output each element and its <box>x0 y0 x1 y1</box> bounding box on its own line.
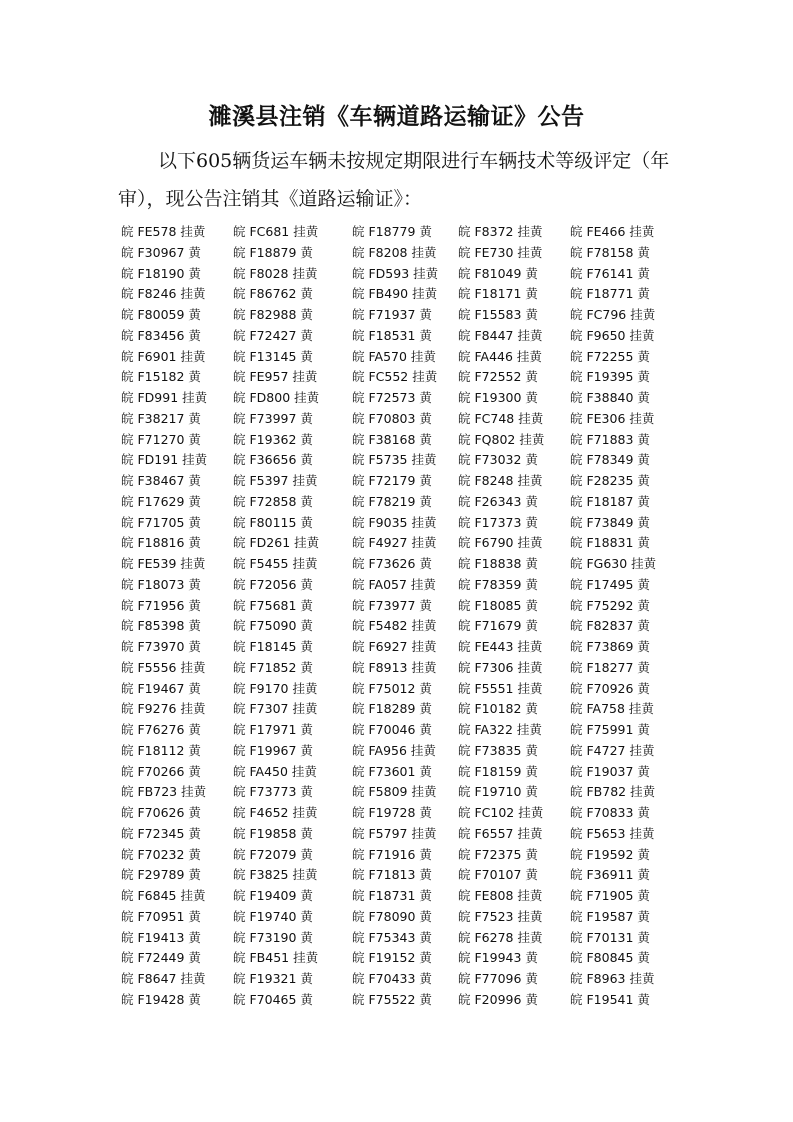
plate-entry: 皖 F19710 黄 <box>458 784 538 800</box>
plate-entry: 皖 F72427 黄 <box>233 327 313 343</box>
plate-entry: 皖 F18187 黄 <box>570 493 650 509</box>
plate-entry: 皖 F6845 挂黄 <box>121 888 206 903</box>
plate-entry: 皖 F73835 黄 <box>458 742 538 758</box>
plate-entry: 皖 F8372 挂黄 <box>458 224 543 239</box>
plate-entry: 皖 F5653 挂黄 <box>570 825 655 841</box>
plate-entry: 皖 F72255 黄 <box>570 348 650 364</box>
plate-entry: 皖 F18159 黄 <box>458 763 538 779</box>
plate-entry: 皖 FE306 挂黄 <box>570 410 655 426</box>
plate-entry: 皖 F17629 黄 <box>121 493 201 509</box>
plate-entry: 皖 F71905 黄 <box>570 888 650 903</box>
plate-entry: 皖 F72375 黄 <box>458 846 538 862</box>
plate-entry: 皖 F38840 黄 <box>570 390 650 405</box>
plate-entry: 皖 F19858 黄 <box>233 825 313 841</box>
plate-entry: 皖 F70232 黄 <box>121 846 201 862</box>
plate-entry: 皖 FD991 挂黄 <box>121 390 208 405</box>
plate-entry: 皖 F78158 黄 <box>570 244 650 260</box>
plate-entry: 皖 F85398 黄 <box>121 618 201 634</box>
plate-entry: 皖 F17495 黄 <box>570 576 650 592</box>
plate-entry: 皖 F70433 黄 <box>352 971 432 986</box>
plate-entry: 皖 F5455 挂黄 <box>233 556 318 571</box>
plate-entry: 皖 F70951 黄 <box>121 908 201 924</box>
plate-entry: 皖 F7307 挂黄 <box>233 701 318 717</box>
plate-entry: 皖 F73626 黄 <box>352 556 432 571</box>
plate-entry: 皖 F75292 黄 <box>570 597 650 613</box>
plate-entry: 皖 F18073 黄 <box>121 576 201 592</box>
plate-entry: 皖 FA956 挂黄 <box>352 742 436 758</box>
plate-entry: 皖 F75681 黄 <box>233 597 313 613</box>
plate-entry: 皖 F6278 挂黄 <box>458 929 543 945</box>
plate-entry: 皖 F29789 黄 <box>121 867 201 883</box>
plate-entry: 皖 FE466 挂黄 <box>570 224 655 239</box>
plate-entry: 皖 F73997 黄 <box>233 410 313 426</box>
plate-entry: 皖 F72056 黄 <box>233 576 313 592</box>
plate-entry: 皖 FG630 挂黄 <box>570 556 657 571</box>
plate-entry: 皖 F19409 黄 <box>233 888 313 903</box>
plate-entry: 皖 F17971 黄 <box>233 722 313 737</box>
plate-entry: 皖 F18277 黄 <box>570 659 650 675</box>
plate-entry: 皖 F8447 挂黄 <box>458 327 543 343</box>
plate-entry: 皖 F18112 黄 <box>121 742 201 758</box>
plate-entry: 皖 FD593 挂黄 <box>352 265 439 281</box>
plate-entry: 皖 F70046 黄 <box>352 722 432 737</box>
plate-entry: 皖 F73970 黄 <box>121 639 201 654</box>
plate-entry: 皖 F70107 黄 <box>458 867 538 883</box>
plate-entry: 皖 F78090 黄 <box>352 908 432 924</box>
plate-entry: 皖 F75522 黄 <box>352 991 432 1007</box>
plate-entry: 皖 F70266 黄 <box>121 763 201 779</box>
plate-entry: 皖 FA446 挂黄 <box>458 348 542 364</box>
plate-entry: 皖 F19587 黄 <box>570 908 650 924</box>
plate-entry: 皖 F19395 黄 <box>570 369 650 385</box>
plate-entry: 皖 FC102 挂黄 <box>458 805 544 820</box>
plate-entry: 皖 F17373 黄 <box>458 514 538 530</box>
plate-entry: 皖 F73601 黄 <box>352 763 432 779</box>
plate-entry: 皖 F78219 黄 <box>352 493 432 509</box>
plate-entry: 皖 F8647 挂黄 <box>121 971 206 986</box>
plate-entry: 皖 F70926 黄 <box>570 680 650 696</box>
plate-entry: 皖 F19152 黄 <box>352 950 432 966</box>
plate-entry: 皖 FC796 挂黄 <box>570 307 656 322</box>
plate-entry: 皖 F72552 黄 <box>458 369 538 385</box>
plate-entry: 皖 F73190 黄 <box>233 929 313 945</box>
plate-entry: 皖 FQ802 挂黄 <box>458 431 545 447</box>
plate-entry: 皖 F72573 黄 <box>352 390 432 405</box>
plate-entry: 皖 F76141 黄 <box>570 265 650 281</box>
plate-entry: 皖 F70465 黄 <box>233 991 313 1007</box>
plate-entry: 皖 F83456 黄 <box>121 327 201 343</box>
plate-entry: 皖 F72858 黄 <box>233 493 313 509</box>
plate-entry: 皖 FA570 挂黄 <box>352 348 436 364</box>
plate-entry: 皖 FB782 挂黄 <box>570 784 656 800</box>
plate-entry: 皖 F6790 挂黄 <box>458 535 543 551</box>
plate-entry: 皖 FD191 挂黄 <box>121 452 208 468</box>
plate-entry: 皖 F19321 黄 <box>233 971 313 986</box>
plate-entry: 皖 F5809 挂黄 <box>352 784 437 800</box>
plate-entry: 皖 F30967 黄 <box>121 244 201 260</box>
plate-entry: 皖 F71937 黄 <box>352 307 432 322</box>
plate-entry: 皖 F19967 黄 <box>233 742 313 758</box>
plate-entry: 皖 F20996 黄 <box>458 991 538 1007</box>
plate-entry: 皖 F73869 黄 <box>570 639 650 654</box>
plate-entry: 皖 F9035 挂黄 <box>352 514 437 530</box>
plate-entry: 皖 F80115 黄 <box>233 514 313 530</box>
plate-entry: 皖 F19300 黄 <box>458 390 538 405</box>
plate-entry: 皖 F18779 黄 <box>352 224 432 239</box>
plate-entry: 皖 F5397 挂黄 <box>233 473 318 488</box>
plate-entry: 皖 F4652 挂黄 <box>233 805 318 820</box>
plate-entry: 皖 F19413 黄 <box>121 929 201 945</box>
plate-entry: 皖 F18531 黄 <box>352 327 432 343</box>
plate-entry: 皖 F36656 黄 <box>233 452 313 468</box>
plate-entry: 皖 F18289 黄 <box>352 701 432 717</box>
plate-entry: 皖 F15583 黄 <box>458 307 538 322</box>
plate-entry: 皖 F19037 黄 <box>570 763 650 779</box>
plate-entry: 皖 F3825 挂黄 <box>233 867 318 883</box>
intro-paragraph: 以下605辆货运车辆未按规定期限进行车辆技术等级评定（年审），现公告注销其《道路运输证》： <box>118 150 670 210</box>
plate-entry: 皖 F10182 黄 <box>458 701 538 717</box>
plate-entry: 皖 F26343 黄 <box>458 493 538 509</box>
plate-entry: 皖 F82988 黄 <box>233 307 313 322</box>
plate-entry: 皖 F72345 黄 <box>121 825 201 841</box>
plate-entry: 皖 F13145 黄 <box>233 348 313 364</box>
plate-entry: 皖 F5556 挂黄 <box>121 659 206 675</box>
plate-list <box>121 222 681 1011</box>
plate-entry: 皖 F6557 挂黄 <box>458 825 543 841</box>
plate-entry: 皖 F73032 黄 <box>458 452 538 468</box>
plate-entry: 皖 F19467 黄 <box>121 680 201 696</box>
plate-entry: 皖 F5482 挂黄 <box>352 618 437 634</box>
plate-entry: 皖 F18816 黄 <box>121 535 201 551</box>
plate-entry: 皖 FA450 挂黄 <box>233 763 317 779</box>
plate-entry: 皖 F18085 黄 <box>458 597 538 613</box>
plate-entry: 皖 F9276 挂黄 <box>121 701 206 717</box>
plate-entry: 皖 F71916 黄 <box>352 846 432 862</box>
plate-entry: 皖 F36911 黄 <box>570 867 650 883</box>
plate-entry: 皖 F71883 黄 <box>570 431 650 447</box>
plate-entry: 皖 F73773 黄 <box>233 784 313 800</box>
plate-entry: 皖 F38217 黄 <box>121 410 201 426</box>
plate-entry: 皖 F75090 黄 <box>233 618 313 634</box>
plate-entry: 皖 F18171 黄 <box>458 286 538 302</box>
plate-entry: 皖 FA758 挂黄 <box>570 701 654 717</box>
plate-entry: 皖 F6901 挂黄 <box>121 348 206 364</box>
plate-entry: 皖 FA322 挂黄 <box>458 722 542 737</box>
plate-entry: 皖 FE808 挂黄 <box>458 888 543 903</box>
plate-entry: 皖 F19362 黄 <box>233 431 313 447</box>
plate-entry: 皖 F9650 挂黄 <box>570 327 655 343</box>
plate-entry: 皖 FD261 挂黄 <box>233 535 320 551</box>
plate-entry: 皖 F19728 黄 <box>352 805 432 820</box>
plate-entry: 皖 F18879 黄 <box>233 244 313 260</box>
plate-entry: 皖 F72449 黄 <box>121 950 201 966</box>
plate-entry: 皖 FE578 挂黄 <box>121 224 206 239</box>
plate-entry: 皖 F73849 黄 <box>570 514 650 530</box>
plate-entry: 皖 F71956 黄 <box>121 597 201 613</box>
plate-entry: 皖 F19428 黄 <box>121 991 201 1007</box>
plate-entry: 皖 F38467 黄 <box>121 473 201 488</box>
plate-entry: 皖 F75991 黄 <box>570 722 650 737</box>
plate-entry: 皖 F86762 黄 <box>233 286 313 302</box>
plate-entry: 皖 FB490 挂黄 <box>352 286 438 302</box>
plate-entry: 皖 FA057 挂黄 <box>352 576 436 592</box>
plate-entry: 皖 F19740 黄 <box>233 908 313 924</box>
plate-entry: 皖 F18145 黄 <box>233 639 313 654</box>
plate-entry: 皖 F78349 黄 <box>570 452 650 468</box>
plate-entry: 皖 F5797 挂黄 <box>352 825 437 841</box>
plate-entry: 皖 F72079 黄 <box>233 846 313 862</box>
plate-entry: 皖 FE539 挂黄 <box>121 556 206 571</box>
plate-entry: 皖 F18838 黄 <box>458 556 538 571</box>
plate-entry: 皖 FE443 挂黄 <box>458 639 543 654</box>
plate-entry: 皖 F80059 黄 <box>121 307 201 322</box>
plate-entry: 皖 F75012 黄 <box>352 680 432 696</box>
plate-entry: 皖 FC748 挂黄 <box>458 410 544 426</box>
plate-entry: 皖 FB451 挂黄 <box>233 950 319 966</box>
plate-entry: 皖 F70833 黄 <box>570 805 650 820</box>
plate-entry: 皖 F38168 黄 <box>352 431 432 447</box>
plate-entry: 皖 F4727 挂黄 <box>570 742 655 758</box>
plate-entry: 皖 F7523 挂黄 <box>458 908 543 924</box>
plate-entry: 皖 FD800 挂黄 <box>233 390 320 405</box>
plate-entry: 皖 F7306 挂黄 <box>458 659 543 675</box>
plate-entry: 皖 FE957 挂黄 <box>233 369 318 385</box>
plate-entry: 皖 F28235 黄 <box>570 473 650 488</box>
plate-entry: 皖 F70626 黄 <box>121 805 201 820</box>
plate-entry: 皖 F70131 黄 <box>570 929 650 945</box>
plate-entry: 皖 F8248 挂黄 <box>458 473 543 488</box>
plate-entry: 皖 F18831 黄 <box>570 535 650 551</box>
plate-entry: 皖 F19943 黄 <box>458 950 538 966</box>
plate-entry: 皖 FC552 挂黄 <box>352 369 438 385</box>
plate-entry: 皖 F8028 挂黄 <box>233 265 318 281</box>
plate-entry: 皖 FC681 挂黄 <box>233 224 319 239</box>
plate-entry: 皖 F4927 挂黄 <box>352 535 437 551</box>
plate-entry: 皖 F8963 挂黄 <box>570 971 655 986</box>
plate-entry: 皖 F8913 挂黄 <box>352 659 437 675</box>
plate-entry: 皖 F73977 黄 <box>352 597 432 613</box>
plate-entry: 皖 F78359 黄 <box>458 576 538 592</box>
plate-entry: 皖 F71852 黄 <box>233 659 313 675</box>
plate-entry: 皖 F6927 挂黄 <box>352 639 437 654</box>
plate-entry: 皖 F71679 黄 <box>458 618 538 634</box>
plate-entry: 皖 F80845 黄 <box>570 950 650 966</box>
plate-entry: 皖 F15182 黄 <box>121 369 201 385</box>
plate-entry: 皖 F8208 挂黄 <box>352 244 437 260</box>
plate-entry: 皖 F5735 挂黄 <box>352 452 437 468</box>
plate-entry: 皖 F76276 黄 <box>121 722 201 737</box>
plate-entry: 皖 F19541 黄 <box>570 991 650 1007</box>
plate-entry: 皖 F5551 挂黄 <box>458 680 543 696</box>
plate-entry: 皖 FB723 挂黄 <box>121 784 207 800</box>
plate-entry: 皖 F18731 黄 <box>352 888 432 903</box>
plate-entry: 皖 F8246 挂黄 <box>121 286 206 302</box>
plate-entry: 皖 F75343 黄 <box>352 929 432 945</box>
plate-entry: 皖 FE730 挂黄 <box>458 244 543 260</box>
plate-entry: 皖 F71813 黄 <box>352 867 432 883</box>
plate-entry: 皖 F18190 黄 <box>121 265 201 281</box>
plate-entry: 皖 F18771 黄 <box>570 286 650 302</box>
plate-entry: 皖 F72179 黄 <box>352 473 432 488</box>
page-title: 濉溪县注销《车辆道路运输证》公告 <box>208 103 585 130</box>
plate-entry: 皖 F9170 挂黄 <box>233 680 318 696</box>
plate-entry: 皖 F81049 黄 <box>458 265 538 281</box>
plate-entry: 皖 F70803 黄 <box>352 410 432 426</box>
plate-entry: 皖 F71270 黄 <box>121 431 201 447</box>
plate-entry: 皖 F71705 黄 <box>121 514 201 530</box>
plate-entry: 皖 F82837 黄 <box>570 618 650 634</box>
plate-entry: 皖 F77096 黄 <box>458 971 538 986</box>
plate-entry: 皖 F19592 黄 <box>570 846 650 862</box>
